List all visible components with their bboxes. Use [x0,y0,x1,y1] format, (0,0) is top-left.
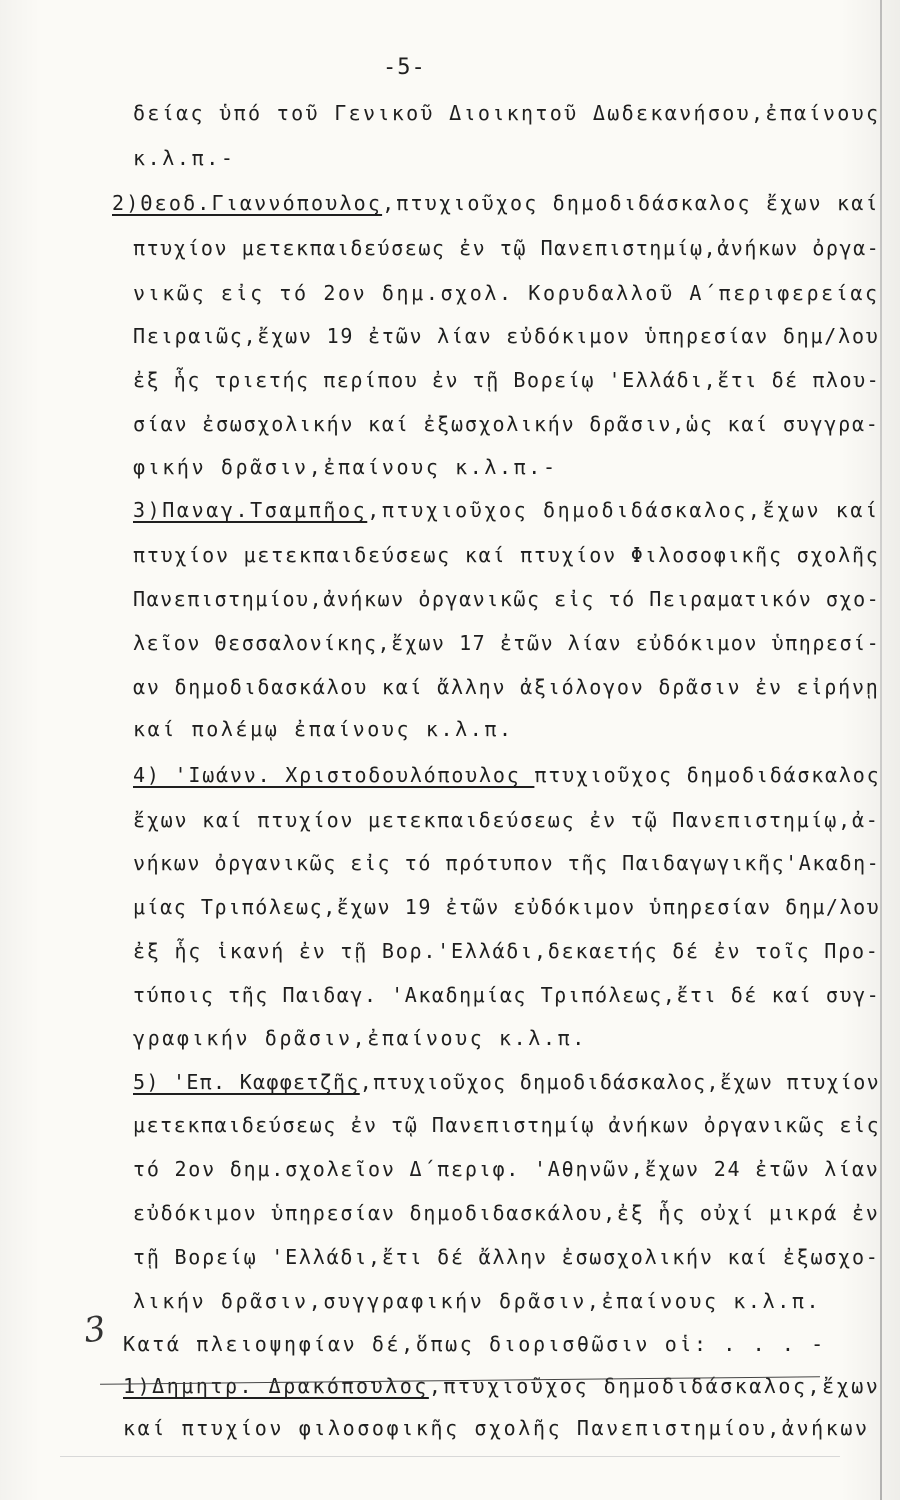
text-line: Κατά πλειοψηφίαν δέ,ὅπως διορισθῶσιν οἱ: . . . - [123,1332,826,1356]
text-line: σίαν ἐσωσχολικήν καί ἐξωσχολικήν δρᾶσιν,ὡς καί συγγρα- [133,412,880,436]
text-line: τῇ Βορείῳ 'Ελλάδι,ἔτι δέ ἄλλην ἐσωσχολικήν καί ἐξωσχο- [133,1245,880,1269]
text-line: νήκων ὀργανικῶς εἰς τό πρότυπον τῆς Παιδαγωγικῆς'Ακαδη- [133,851,881,875]
text-line: ἔχων καί πτυχίον μετεκπαιδεύσεως ἐν τῷ Πανεπιστημίῳ,ἀ- [133,808,880,832]
text-line: αν δημοδιδασκάλου καί ἄλλην ἀξιόλογον δρᾶσιν ἐν εἰρήνῃ [133,675,880,699]
text-line: καί πολέμῳ ἐπαίνους κ.λ.π. [133,717,514,741]
item-heading: 1)Δημητρ. Δρακόπουλος [123,1374,429,1398]
text-line: τό 2ον δημ.σχολεῖον Δ΄περιφ. 'Αθηνῶν,ἔχων 24 ἐτῶν λίαν [133,1157,880,1181]
text-line: ἐξ ἧς ἱκανή ἐν τῇ Βορ.'Ελλάδι,δεκαετής δέ ἐν τοῖς Προ- [133,939,880,963]
text-line: Πανεπιστημίου,ἀνήκων ὀργανικῶς εἰς τό Πειραματικόν σχο- [133,587,881,611]
text-line: 4) 'Ιωάνν. Χριστοδουλόπουλος πτυχιοῦχος δημοδιδάσκαλος [133,763,881,787]
text-line: 5) 'Επ. Καφφετζῆς,πτυχιοῦχος δημοδιδάσκαλος,ἔχων πτυχίον [133,1070,880,1094]
text-line: καί πτυχίον φιλοσοφικῆς σχολῆς Πανεπιστημίου,ἀνήκων [123,1416,870,1440]
text-line: μετεκπαιδεύσεως ἐν τῷ Πανεπιστημίῳ ἀνήκων ὀργανικῶς εἰς [133,1113,881,1137]
text-line: φικήν δρᾶσιν,ἐπαίνους κ.λ.π.- [133,455,558,479]
binding-edge [880,0,882,1500]
text-line: γραφικήν δρᾶσιν,ἐπαίνους κ.λ.π. [133,1026,587,1050]
text-line: λικήν δρᾶσιν,συγγραφικήν δρᾶσιν,ἐπαίνους κ.λ.π. [133,1289,822,1313]
text-line: 2)Θεοδ.Γιαννόπουλος,πτυχιοῦχος δημοδιδάσκαλος ἔχων καί [112,191,880,215]
text-line: 1)Δημητρ. Δρακόπουλος,πτυχιοῦχος δημοδιδάσκαλος,ἔχων [123,1374,881,1398]
text-line: λεῖον Θεσσαλονίκης,ἔχων 17 ἐτῶν λίαν εὐδόκιμον ὑπηρεσί- [133,631,881,655]
text-line: μίας Τριπόλεως,ἔχων 19 ἐτῶν εὐδόκιμον ὑπηρεσίαν δημ/λου [133,895,881,919]
item-heading: 3)Παναγ.Τσαμπῆος [133,498,368,522]
text-line: πτυχίον μετεκπαιδεύσεως ἐν τῷ Πανεπιστημίῳ,ἀνήκων ὀργα- [133,236,881,260]
page-number: -5- [383,55,426,80]
text-line: ἐξ ἧς τριετής περίπου ἐν τῇ Βορείῳ 'Ελλάδι,ἔτι δέ πλου- [133,368,881,392]
item-heading: 5) 'Επ. Καφφετζῆς [133,1070,360,1094]
bottom-rule [60,1456,840,1457]
item-heading: 2)Θεοδ.Γιαννόπουλος [112,191,383,215]
text-line: τύποις τῆς Παιδαγ. 'Ακαδημίας Τριπόλεως,ἔτι δέ καί συγ- [133,983,881,1007]
text-line: νικῶς εἰς τό 2ον δημ.σχολ. Κορυδαλλοῦ Α΄περιφερείας [133,281,880,305]
text-line: Πειραιῶς,ἔχων 19 ἐτῶν λίαν εὐδόκιμον ὑπηρεσίαν δημ/λου [133,324,880,348]
text-line: πτυχίον μετεκπαιδεύσεως καί πτυχίον Φιλοσοφικῆς σχολῆς [133,543,880,567]
handwritten-margin-number: 3 [81,1308,109,1352]
text-line: 3)Παναγ.Τσαμπῆος,πτυχιοῦχος δημοδιδάσκαλος,ἔχων καί [133,498,880,522]
text-line: εὐδόκιμον ὑπηρεσίαν δημοδιδασκάλου,ἐξ ἧς οὐχί μικρά ἐν [133,1201,880,1225]
item-heading: 4) 'Ιωάνν. Χριστοδουλόπουλος [133,763,535,787]
text-line: κ.λ.π.- [133,146,236,170]
text-line: δείας ὑπό τοῦ Γενικοῦ Διοικητοῦ Δωδεκανήσου,ἐπαίνους [133,101,881,125]
